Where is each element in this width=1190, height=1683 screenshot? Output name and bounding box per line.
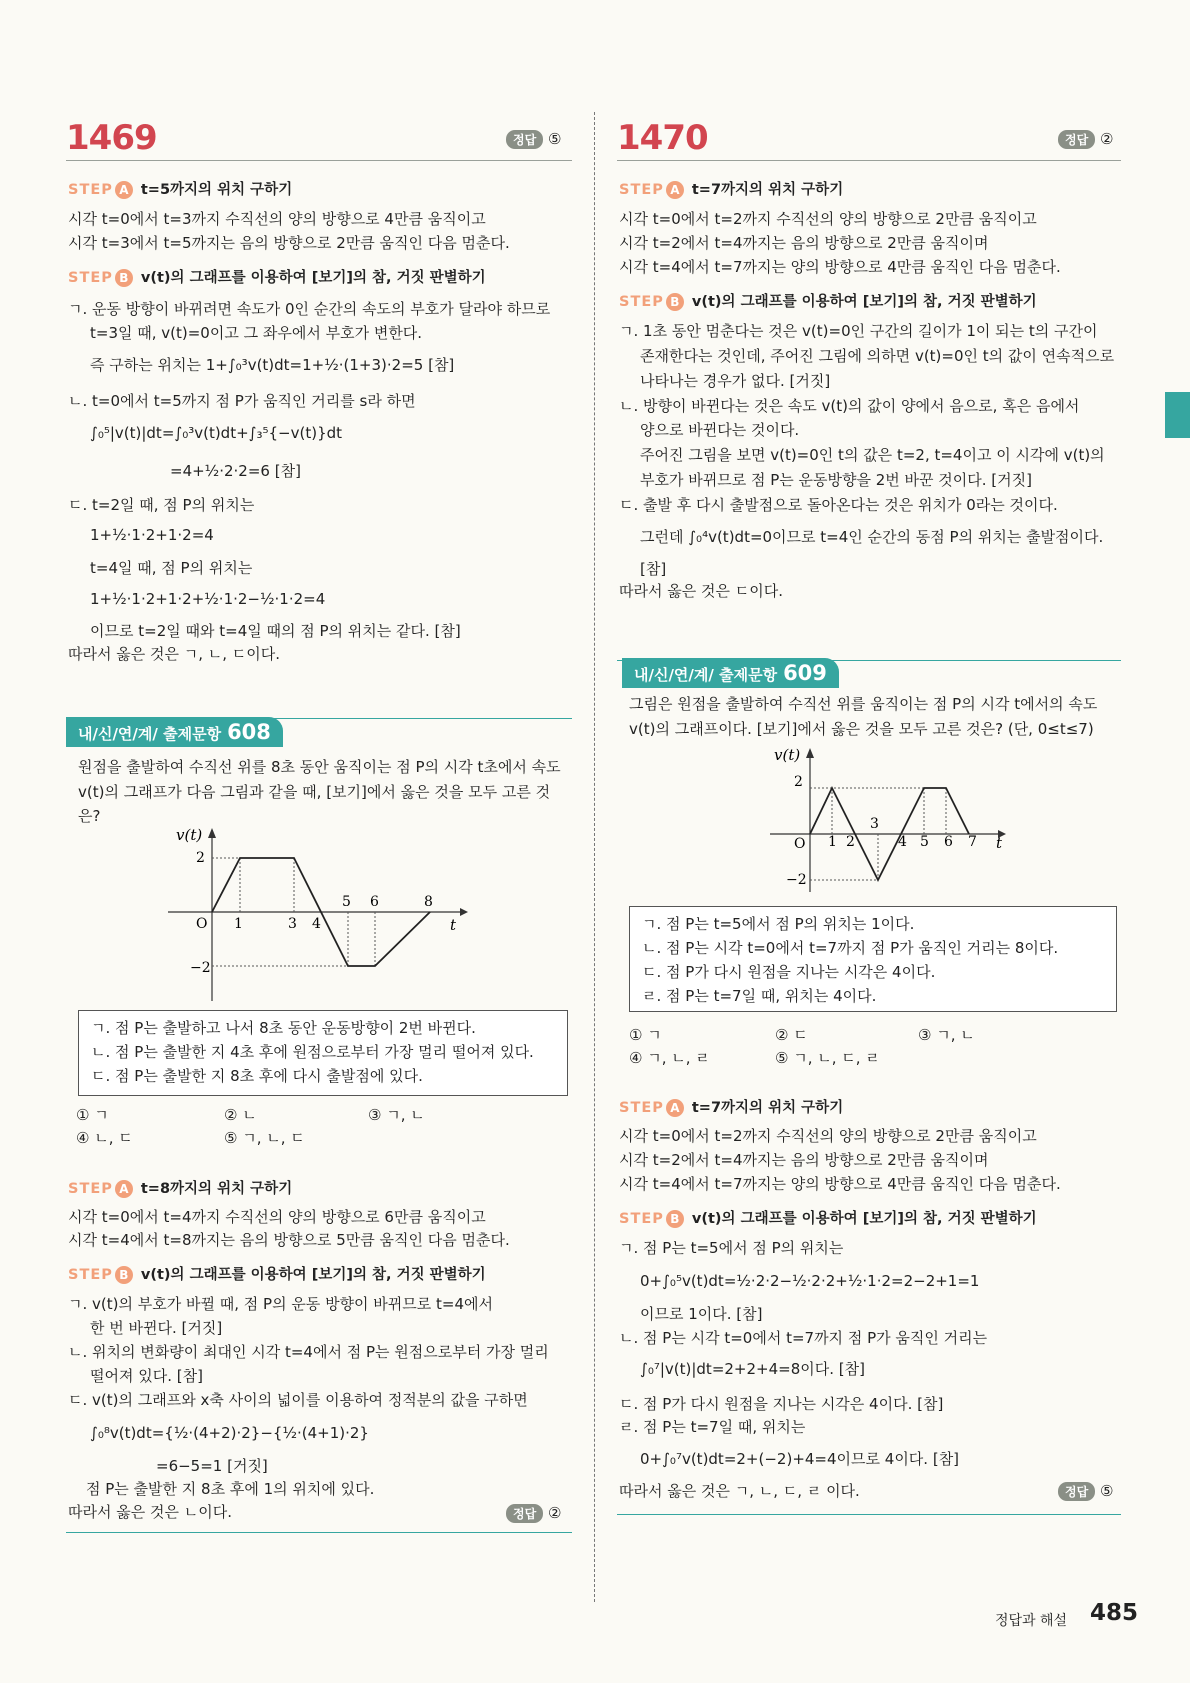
stepA-line: 시각 t=0에서 t=2까지 수직선의 양의 방향으로 2만큼 움직이고 (619, 210, 1037, 228)
answer-badge: 정답 (1058, 130, 1095, 149)
x-tick-label: 1 (828, 834, 837, 850)
sol608-line: 떨어져 있다. [참] (90, 1367, 203, 1385)
stepA-line-1: 시각 t=0에서 t=3까지 수직선의 양의 방향으로 4만큼 움직이고 (68, 210, 486, 228)
graph-609 (770, 744, 1020, 894)
choice-2[interactable]: ② ㄷ (775, 1026, 808, 1044)
sol609-line: ㄷ. 점 P가 다시 원점을 지나는 시각은 4이다. [참] (619, 1395, 944, 1413)
sol609-line: 이므로 1이다. [참] (640, 1305, 763, 1323)
stepB-line: 이므로 t=2일 때와 t=4일 때의 점 P의 위치는 같다. [참] (90, 622, 461, 640)
q609-question-line: v(t)의 그래프이다. [보기]에서 옳은 것을 모두 고른 것은? (단, 0≤t≤7) (629, 720, 1094, 738)
x-tick-label: 6 (370, 894, 379, 910)
choice-3[interactable]: ③ ㄱ, ㄴ (918, 1026, 975, 1044)
stepB-line: t=3일 때, v(t)=0이고 그 좌우에서 부호가 변한다. (90, 324, 423, 342)
x-axis-label: t (450, 916, 457, 934)
box-line: ㄷ. 점 P가 다시 원점을 지나는 시각은 4이다. (642, 963, 936, 981)
answer-1470 (1058, 130, 1113, 149)
sol608-line: 한 번 바뀐다. [거짓] (90, 1319, 223, 1337)
x-tick-label: 4 (898, 834, 907, 850)
box-line: ㄱ. 점 P는 t=5에서 점 P의 위치는 1이다. (642, 915, 915, 933)
stepB-line: 1+½·1·2+1·2+½·1·2−½·1·2=4 (90, 590, 326, 608)
origin-label: O (794, 836, 806, 852)
box-line: ㄴ. 점 P는 시각 t=0에서 t=7까지 점 P가 움직인 거리는 8이다. (642, 939, 1059, 957)
x-tick-label: 8 (424, 894, 433, 910)
choice-5[interactable]: ⑤ ㄱ, ㄴ, ㄷ (224, 1129, 305, 1147)
q608-bar: 내/신/연/계/ 출제문항 608 (66, 717, 283, 747)
problem-number-1470: 1470 (617, 118, 708, 158)
side-tab (1165, 392, 1190, 438)
y-axis-arrow (806, 748, 814, 758)
graph-608 (160, 826, 480, 1006)
x-tick-label: 1 (234, 916, 243, 932)
x-tick-label: 2 (846, 834, 855, 850)
footer-label: 정답과 해설 (995, 1613, 1068, 1629)
y-axis-arrow (208, 828, 216, 838)
choice-4[interactable]: ④ ㄱ, ㄴ, ㄹ (629, 1049, 710, 1067)
stepB-line: 1+½·1·2+1·2=4 (90, 526, 214, 544)
q609-question-line: 그림은 원점을 출발하여 수직선 위를 움직이는 점 P의 시각 t에서의 속도 (629, 695, 1098, 713)
answer-value: ② (1099, 130, 1114, 148)
stepB-line: ㄱ. 1초 동안 멈춘다는 것은 v(t)=0인 구간의 길이가 1이 되는 t의 구간이 (619, 322, 1098, 340)
box-line: ㄹ. 점 P는 t=7일 때, 위치는 4이다. (642, 987, 877, 1005)
stepB-line: 나타나는 경우가 없다. [거짓] (640, 372, 831, 390)
y-tick-label: 2 (794, 774, 803, 790)
sol609-line: 0+∫₀⁵v(t)dt=½·2·2−½·2·2+½·1·2=2−2+1=1 (640, 1272, 980, 1290)
sol608-answer: 정답 ② (506, 1504, 561, 1523)
sol609-line: ㄱ. 점 P는 t=5에서 점 P의 위치는 (619, 1239, 844, 1257)
sol608-step-a: STEP A t=8까지의 위치 구하기 (68, 1181, 293, 1197)
stepA-line-2: 시각 t=3에서 t=5까지는 음의 방향으로 2만큼 움직인 다음 멈춘다. (68, 234, 510, 252)
stepB-line: 존재한다는 것인데, 주어진 그림에 의하면 v(t)=0인 t의 값이 연속적으로 (640, 347, 1115, 365)
sol608-line: =6−5=1 [거짓] (156, 1457, 268, 1475)
q608-question-line: 은? (78, 807, 101, 825)
choice-4[interactable]: ④ ㄴ, ㄷ (76, 1129, 133, 1147)
header-rule (66, 160, 572, 161)
sol609-line: 시각 t=2에서 t=4까지는 음의 방향으로 2만큼 움직이며 (619, 1151, 989, 1169)
choice-5[interactable]: ⑤ ㄱ, ㄴ, ㄷ, ㄹ (775, 1049, 880, 1067)
q609-bar: 내/신/연/계/ 출제문항 609 (622, 658, 839, 688)
sol609-conclusion: 따라서 옳은 것은 ㄱ, ㄴ, ㄷ, ㄹ 이다. (619, 1482, 860, 1500)
x-tick-label: 3 (288, 916, 297, 932)
stepB-line: 주어진 그림을 보면 v(t)=0인 t의 값은 t=2, t=4이고 이 시각에 v(t)의 (640, 446, 1105, 464)
stepB-line: ㄱ. 운동 방향이 바뀌려면 속도가 0인 순간의 속도의 부호가 달라야 하므로 (68, 300, 551, 318)
stepB-conclusion: 따라서 옳은 것은 ㄱ, ㄴ, ㄷ이다. (68, 645, 281, 663)
page-number: 485 (1090, 1600, 1139, 1626)
stepB-line: [참] (640, 560, 667, 578)
sol609-line: ∫₀⁷|v(t)|dt=2+2+4=8이다. [참] (640, 1360, 865, 1378)
y-axis-label: v(t) (176, 826, 203, 844)
choice-2[interactable]: ② ㄴ (224, 1106, 257, 1124)
q608-choices-box (78, 1010, 568, 1096)
step-b-heading: STEP B v(t)의 그래프를 이용하여 [보기]의 참, 거짓 판별하기 (619, 294, 1037, 310)
q608-question-line: v(t)의 그래프가 다음 그림과 같을 때, [보기]에서 옳은 것을 모두 고른 것 (78, 783, 551, 801)
sol609-line: 시각 t=4에서 t=7까지는 양의 방향으로 4만큼 움직인 다음 멈춘다. (619, 1175, 1061, 1193)
sol609-step-b: STEP B v(t)의 그래프를 이용하여 [보기]의 참, 거짓 판별하기 (619, 1211, 1037, 1227)
stepB-line: 즉 구하는 위치는 1+∫₀³v(t)dt=1+½·(1+3)·2=5 [참] (90, 356, 455, 374)
sol608-line: 시각 t=4에서 t=8까지는 음의 방향으로 5만큼 움직인 다음 멈춘다. (68, 1231, 510, 1249)
stepB-line: =4+½·2·2=6 [참] (170, 462, 301, 480)
q609-choices-box (629, 906, 1117, 1012)
sol608-line: ㄱ. v(t)의 부호가 바뀔 때, 점 P의 운동 방향이 바뀌므로 t=4에서 (68, 1295, 494, 1313)
x-tick-label: 7 (968, 834, 977, 850)
column-divider (594, 112, 595, 1602)
choice-3[interactable]: ③ ㄱ, ㄴ (368, 1106, 425, 1124)
stepB-line: t=4일 때, 점 P의 위치는 (90, 559, 253, 577)
problem-number-1469: 1469 (66, 118, 157, 158)
step-a-heading: STEP A t=7까지의 위치 구하기 (619, 182, 844, 198)
stepA-line: 시각 t=4에서 t=7까지는 양의 방향으로 4만큼 움직인 다음 멈춘다. (619, 258, 1061, 276)
sol608-line: ㄴ. 위치의 변화량이 최대인 시각 t=4에서 점 P는 원점으로부터 가장 멀리 (68, 1343, 549, 1361)
header-rule (617, 160, 1121, 161)
sol609-line: 0+∫₀⁷v(t)dt=2+(−2)+4=4이므로 4이다. [참] (640, 1450, 960, 1468)
box-line: ㄷ. 점 P는 출발한 지 8초 후에 다시 출발점에 있다. (91, 1067, 423, 1085)
section-end-rule (617, 1514, 1121, 1515)
stepB-line: 그런데 ∫₀⁴v(t)dt=0이므로 t=4인 순간의 동점 P의 위치는 출발점이다. (640, 528, 1104, 546)
stepB-line: 양으로 바뀐다는 것이다. (640, 421, 800, 439)
box-line: ㄴ. 점 P는 출발한 지 4초 후에 원점으로부터 가장 멀리 떨어져 있다. (91, 1043, 534, 1061)
sol608-line: ㄷ. v(t)의 그래프와 x축 사이의 넓이를 이용하여 정적분의 값을 구하면 (68, 1391, 528, 1409)
q608-question-line: 원점을 출발하여 수직선 위를 8초 동안 움직이는 점 P의 시각 t초에서 속도 (78, 758, 561, 776)
stepB-line: ㄷ. 출발 후 다시 출발점으로 돌아온다는 것은 위치가 0라는 것이다. (619, 496, 1058, 514)
answer-badge: 정답 (506, 130, 543, 149)
origin-label: O (196, 916, 208, 932)
sol608-conclusion: 따라서 옳은 것은 ㄴ이다. (68, 1503, 232, 1521)
y-tick-label: 2 (196, 850, 205, 866)
y-tick-label: −2 (190, 960, 211, 976)
y-tick-label: −2 (786, 872, 807, 888)
x-axis-label: t (996, 834, 1003, 852)
sol609-step-a: STEP A t=7까지의 위치 구하기 (619, 1100, 844, 1116)
sol609-line: ㄴ. 점 P는 시각 t=0에서 t=7까지 점 P가 움직인 거리는 (619, 1329, 988, 1347)
x-tick-label: 5 (920, 834, 929, 850)
step-a-heading: STEP A t=5까지의 위치 구하기 (68, 182, 293, 198)
x-tick-label: 4 (312, 916, 321, 932)
sol609-line: ㄹ. 점 P는 t=7일 때, 위치는 (619, 1418, 806, 1436)
answer-value: ⑤ (547, 130, 562, 148)
stepB-line: ㄴ. t=0에서 t=5까지 점 P가 움직인 거리를 s라 하면 (68, 392, 416, 410)
y-axis-label: v(t) (774, 746, 801, 764)
step-b-heading: STEP B v(t)의 그래프를 이용하여 [보기]의 참, 거짓 판별하기 (68, 270, 486, 286)
section-end-rule (66, 1532, 572, 1533)
choice-1[interactable]: ① ㄱ (629, 1026, 662, 1044)
stepA-line: 시각 t=2에서 t=4까지는 음의 방향으로 2만큼 움직이며 (619, 234, 989, 252)
stepB-conclusion: 따라서 옳은 것은 ㄷ이다. (619, 582, 783, 600)
sol608-line: 시각 t=0에서 t=4까지 수직선의 양의 방향으로 6만큼 움직이고 (68, 1208, 486, 1226)
choice-1[interactable]: ① ㄱ (76, 1106, 109, 1124)
sol609-answer: 정답 ⑤ (1058, 1482, 1113, 1501)
x-axis-arrow (460, 908, 468, 916)
sol608-line: ∫₀⁸v(t)dt={½·(4+2)·2}−{½·(4+1)·2} (90, 1424, 369, 1442)
sol608-step-b: STEP B v(t)의 그래프를 이용하여 [보기]의 참, 거짓 판별하기 (68, 1267, 486, 1283)
sol609-line: 시각 t=0에서 t=2까지 수직선의 양의 방향으로 2만큼 움직이고 (619, 1127, 1037, 1145)
stepB-line: 부호가 바뀌므로 점 P는 운동방향을 2번 바꾼 것이다. [거짓] (640, 471, 1032, 489)
sol608-line: 점 P는 출발한 지 8초 후에 1의 위치에 있다. (86, 1480, 375, 1498)
x-tick-label: 5 (342, 894, 351, 910)
stepB-line: ㄴ. 방향이 바뀐다는 것은 속도 v(t)의 값이 양에서 음으로, 혹은 음에서 (619, 397, 1080, 415)
answer-1469 (506, 130, 561, 149)
stepB-line: ∫₀⁵|v(t)|dt=∫₀³v(t)dt+∫₃⁵{−v(t)}dt (90, 424, 343, 442)
x-tick-label: 6 (944, 834, 953, 850)
stepB-line: ㄷ. t=2일 때, 점 P의 위치는 (68, 496, 255, 514)
x-tick-label: 3 (870, 816, 879, 832)
box-line: ㄱ. 점 P는 출발하고 나서 8초 동안 운동방향이 2번 바뀐다. (91, 1019, 476, 1037)
